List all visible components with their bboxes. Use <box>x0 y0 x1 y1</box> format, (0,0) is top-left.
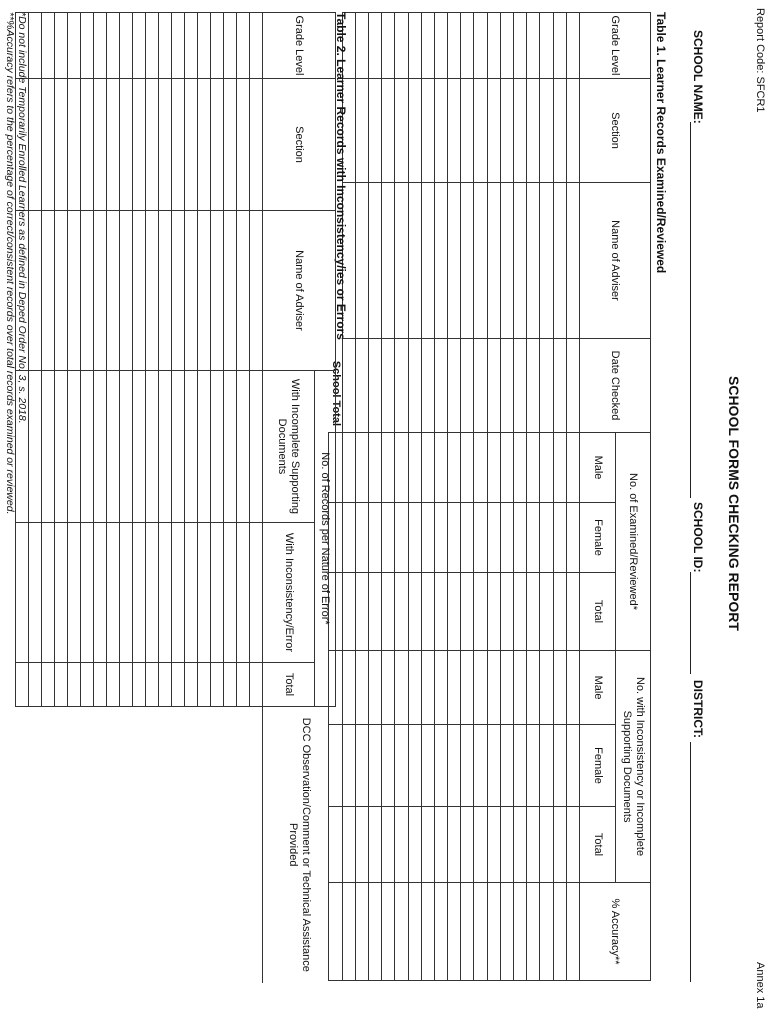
table2-header-section: Section <box>263 79 336 211</box>
table2-header-inconsistency: With Inconsistency/Error <box>263 523 315 663</box>
table-row[interactable] <box>408 13 421 981</box>
table-row[interactable] <box>395 13 408 981</box>
table-row[interactable] <box>461 13 474 981</box>
table1-header-accuracy: % Accuracy** <box>580 883 651 981</box>
table1-header-date-checked: Date Checked <box>580 339 651 433</box>
table1-caption: Table 1. Learner Records Examined/Reviewed <box>654 12 668 274</box>
table-row[interactable] <box>487 13 500 981</box>
table-row[interactable] <box>448 13 461 981</box>
table-row[interactable] <box>566 13 579 981</box>
page-title: SCHOOL FORMS CHECKING REPORT <box>726 376 742 631</box>
school-id-field[interactable] <box>690 572 691 674</box>
table2-records-with-errors <box>15 12 336 983</box>
table2-header-incomplete: With Incomplete Supporting Documents <box>263 371 315 523</box>
table1-header-adviser: Name of Adviser <box>580 183 651 339</box>
table1-body <box>329 13 580 981</box>
table1-header-female: Female <box>580 503 616 573</box>
table-row[interactable] <box>500 13 513 981</box>
school-name-field[interactable] <box>690 122 691 498</box>
district-field[interactable] <box>690 742 691 982</box>
table-row[interactable] <box>474 13 487 981</box>
table2-caption: Table 2. Learner Records with Inconsistency/ies or Errors <box>334 12 348 340</box>
table2-header-dcc: DCC Observation/Comment or Technical Assistance Provided <box>263 707 336 983</box>
annex-label: Annex 1a <box>754 962 766 1009</box>
table-row[interactable] <box>369 13 382 981</box>
table-row[interactable] <box>553 13 566 981</box>
table-row[interactable] <box>421 13 434 981</box>
table-row[interactable] <box>355 13 368 981</box>
school-name-label: SCHOOL NAME: <box>691 30 705 124</box>
table1-header-male: Male <box>580 433 616 503</box>
school-id-label: SCHOOL ID: <box>691 502 705 573</box>
table-row[interactable] <box>540 13 553 981</box>
table-row[interactable] <box>527 13 540 981</box>
footnote-1: *Do not include Temporarily Enrolled Learners as defined in Deped Order No. 3, s. 2018. <box>16 12 28 424</box>
table1-header-section: Section <box>580 79 651 183</box>
table1-header-inconsistency: No. with Inconsistency or Incomplete Supporting Documents <box>616 651 651 883</box>
table-row[interactable] <box>514 13 527 981</box>
table2-header-total: Total <box>263 663 315 707</box>
district-label: DISTRICT: <box>691 680 705 738</box>
table-row[interactable] <box>434 13 447 981</box>
table-row[interactable] <box>250 13 263 983</box>
table1-header-total: Total <box>580 573 616 651</box>
table1-header-female: Female <box>580 725 616 807</box>
table-row[interactable] <box>382 13 395 981</box>
table1-header-examined: No. of Examined/Reviewed* <box>616 433 651 651</box>
dcc-comment-area[interactable] <box>16 707 263 983</box>
table2-header-grade-level: Grade Level <box>263 13 336 79</box>
table2-header-records: No. of Records per Nature of Error* <box>315 371 336 707</box>
report-code: Report Code: SFCR1 <box>754 8 766 113</box>
table2-body <box>16 13 263 983</box>
footnote-2: **%Accuracy refers to the percentage of correct/consistent records over total records examined or reviewed. <box>4 12 16 515</box>
table1-header-grade-level: Grade Level <box>580 13 651 79</box>
table2-header-adviser: Name of Adviser <box>263 211 336 371</box>
table1-header-male: Male <box>580 651 616 725</box>
table1-learner-records <box>328 12 651 981</box>
school-total-label: School Total <box>329 13 342 433</box>
table1-header-total: Total <box>580 807 616 883</box>
